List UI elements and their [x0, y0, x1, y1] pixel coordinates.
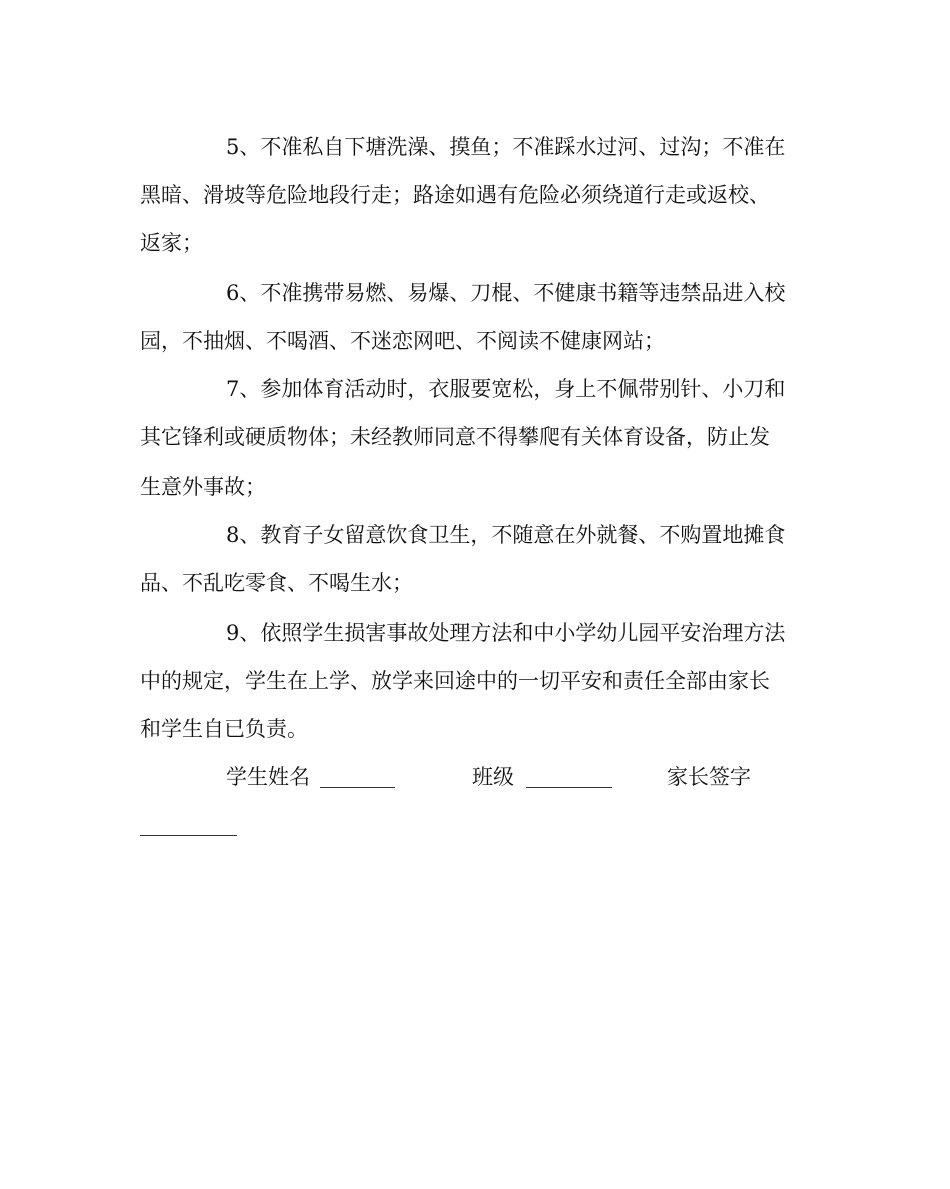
item-5-line-2: 黑暗、滑坡等危险地段行走；路途如遇有危险必须绕道行走或返校、 — [140, 183, 770, 207]
item-8-line-2: 品、不乱吃零食、不喝生水； — [140, 571, 413, 595]
item-7-line-1: 7、参加体育活动时，衣服要宽松，身上不佩带别针、小刀和 — [226, 377, 786, 401]
item-7-line-3: 生意外事故； — [140, 475, 266, 499]
item-9-line-3: 和学生自已负责。 — [140, 717, 308, 741]
item-5-line-1: 5、不准私自下塘洗澡、摸鱼；不准踩水过河、过沟；不准在 — [226, 135, 786, 159]
item-8-line-1: 8、教育子女留意饮食卫生，不随意在外就餐、不购置地摊食 — [226, 523, 786, 547]
student-name-blank[interactable] — [320, 787, 395, 788]
item-6-line-1: 6、不准携带易燃、易爆、刀棍、不健康书籍等违禁品进入校 — [226, 281, 786, 305]
item-6-line-2: 园，不抽烟、不喝酒、不迷恋网吧、不阅读不健康网站； — [140, 329, 665, 353]
class-blank[interactable] — [526, 787, 612, 788]
student-name-label: 学生姓名 — [226, 765, 310, 789]
item-9-line-1: 9、依照学生损害事故处理方法和中小学幼儿园平安治理方法 — [226, 621, 786, 645]
item-7-line-2: 其它锋利或硬质物体；未经教师同意不得攀爬有关体育设备，防止发 — [140, 425, 770, 449]
item-5-line-3: 返家； — [140, 231, 203, 255]
class-label: 班级 — [472, 765, 514, 789]
parent-signature-blank[interactable] — [140, 835, 237, 836]
parent-signature-label: 家长签字 — [667, 765, 751, 789]
item-9-line-2: 中的规定，学生在上学、放学来回途中的一切平安和责任全部由家长 — [140, 669, 770, 693]
